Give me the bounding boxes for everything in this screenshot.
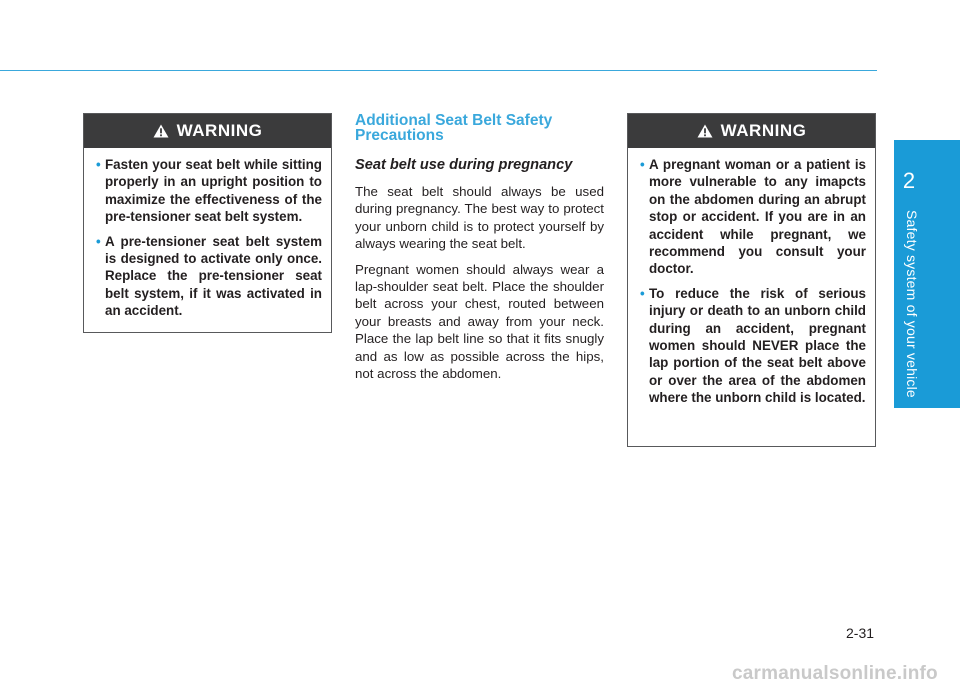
list-item: • A pre-tensioner seat belt system is designed to activate only once. Replace the pre-tensioner seat belt system, if it was activated in an accident.	[96, 233, 322, 319]
list-item: • To reduce the risk of serious injury or death to an unborn child during an accident, pregnant women should NEVER place the lap portion of the seat belt above or over the area of the abdomen where the unborn child is located.	[640, 285, 866, 406]
bullet-icon: •	[640, 285, 645, 301]
main-content	[355, 113, 604, 382]
top-rule	[0, 70, 877, 71]
list-item: • A pregnant woman or a patient is more vulnerable to any imapcts on the abdomen during an abrupt stop or accident. If you are in an accident while pregnant, we recommend you consult your doctor.	[640, 157, 866, 277]
warning-list	[628, 148, 875, 407]
warning-box-right	[627, 113, 876, 447]
warning-box-left	[83, 113, 332, 333]
section-title: Additional Seat Belt Safety Precautions	[355, 112, 553, 144]
list-item: • Fasten your seat belt while sitting properly in an upright position to maximize the effectiveness of the pre-tensioner seat belt system.	[96, 157, 322, 225]
warning-title: WARNING	[176, 121, 263, 140]
bullet-icon: •	[96, 233, 101, 249]
subsection-title: Seat belt use during pregnancy	[355, 157, 573, 173]
chapter-number: 2	[902, 168, 916, 193]
warning-header	[84, 114, 331, 148]
page-number: 2-31	[846, 625, 875, 641]
bullet-icon: •	[96, 157, 101, 172]
warning-list	[84, 148, 331, 320]
chapter-title: Safety system of your vehicle	[904, 210, 920, 398]
bullet-icon: •	[640, 157, 645, 172]
chapter-tab	[894, 140, 960, 408]
paragraph: Pregnant women should always wear a lap-shoulder seat belt. Place the shoulder belt across your chest, routed between your breasts and away from your neck. Place the lap belt line so that it fits snugly and as low as possible across the hips, not across the abdomen.	[355, 261, 604, 382]
warning-header	[628, 114, 875, 148]
warning-triangle-icon	[697, 124, 713, 138]
paragraph: The seat belt should always be used during pregnancy. The best way to protect your unborn child is to protect yourself by always wearing the seat belt.	[355, 184, 604, 252]
warning-triangle-icon	[153, 124, 169, 138]
watermark: carmanualsonline.info	[732, 663, 938, 684]
warning-title: WARNING	[720, 121, 807, 140]
